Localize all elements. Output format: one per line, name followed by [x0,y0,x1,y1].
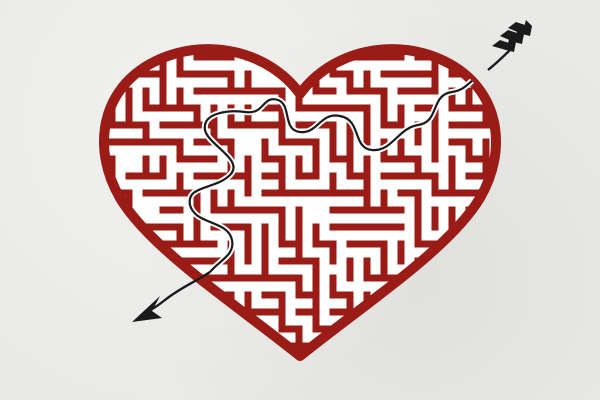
arrow-fletching-icon [492,20,532,52]
arrow-head-icon [132,296,162,322]
